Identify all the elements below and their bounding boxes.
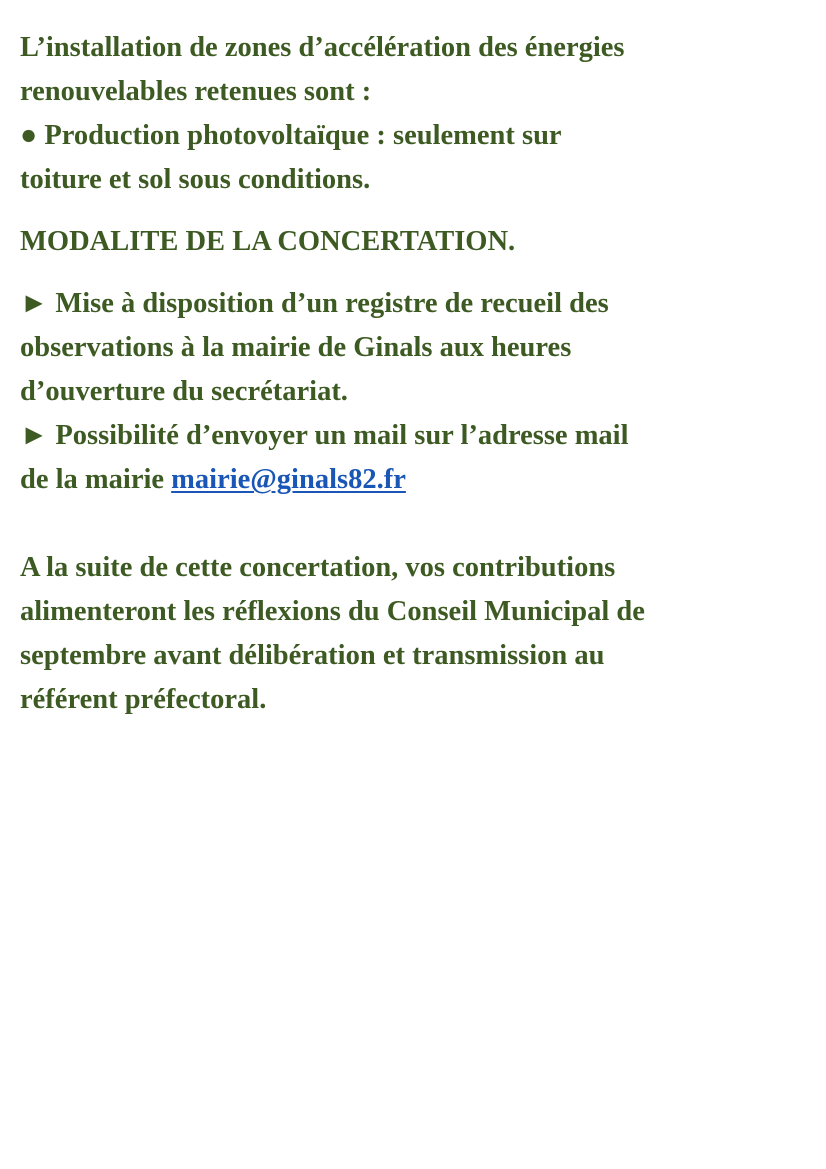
mail-prefix: de la mairie	[20, 464, 172, 495]
intro-line: toiture et sol sous conditions.	[20, 164, 371, 195]
spacer	[20, 502, 820, 546]
modality-line: d’ouverture du secrétariat.	[20, 376, 348, 407]
conclusion-paragraph	[20, 546, 820, 722]
conclusion-line: septembre avant délibération et transmission au	[20, 640, 605, 671]
mail-link[interactable]: mairie@ginals82.fr	[171, 464, 406, 495]
modality-registry: ► Mise à disposition d’un registre de recueil des	[20, 288, 609, 319]
bullet-photovoltaic: ● Production photovoltaïque : seulement sur	[20, 120, 562, 151]
modality-line	[20, 458, 820, 502]
modality-email: ► Possibilité d’envoyer un mail sur l’adresse mail	[20, 420, 629, 451]
spacer	[20, 264, 820, 282]
spacer	[20, 202, 820, 220]
section-title: MODALITE DE LA CONCERTATION.	[20, 226, 516, 257]
intro-line: L’installation de zones d’accélération des énergies	[20, 32, 625, 63]
intro-line: renouvelables retenues sont :	[20, 76, 372, 107]
document-page	[20, 26, 820, 722]
modality-line: observations à la mairie de Ginals aux heures	[20, 332, 572, 363]
conclusion-line: alimenteront les réflexions du Conseil Municipal de	[20, 596, 645, 627]
conclusion-line: référent préfectoral.	[20, 684, 267, 715]
modalities-paragraph	[20, 282, 820, 502]
intro-paragraph	[20, 26, 820, 202]
conclusion-line: A la suite de cette concertation, vos contributions	[20, 552, 616, 583]
